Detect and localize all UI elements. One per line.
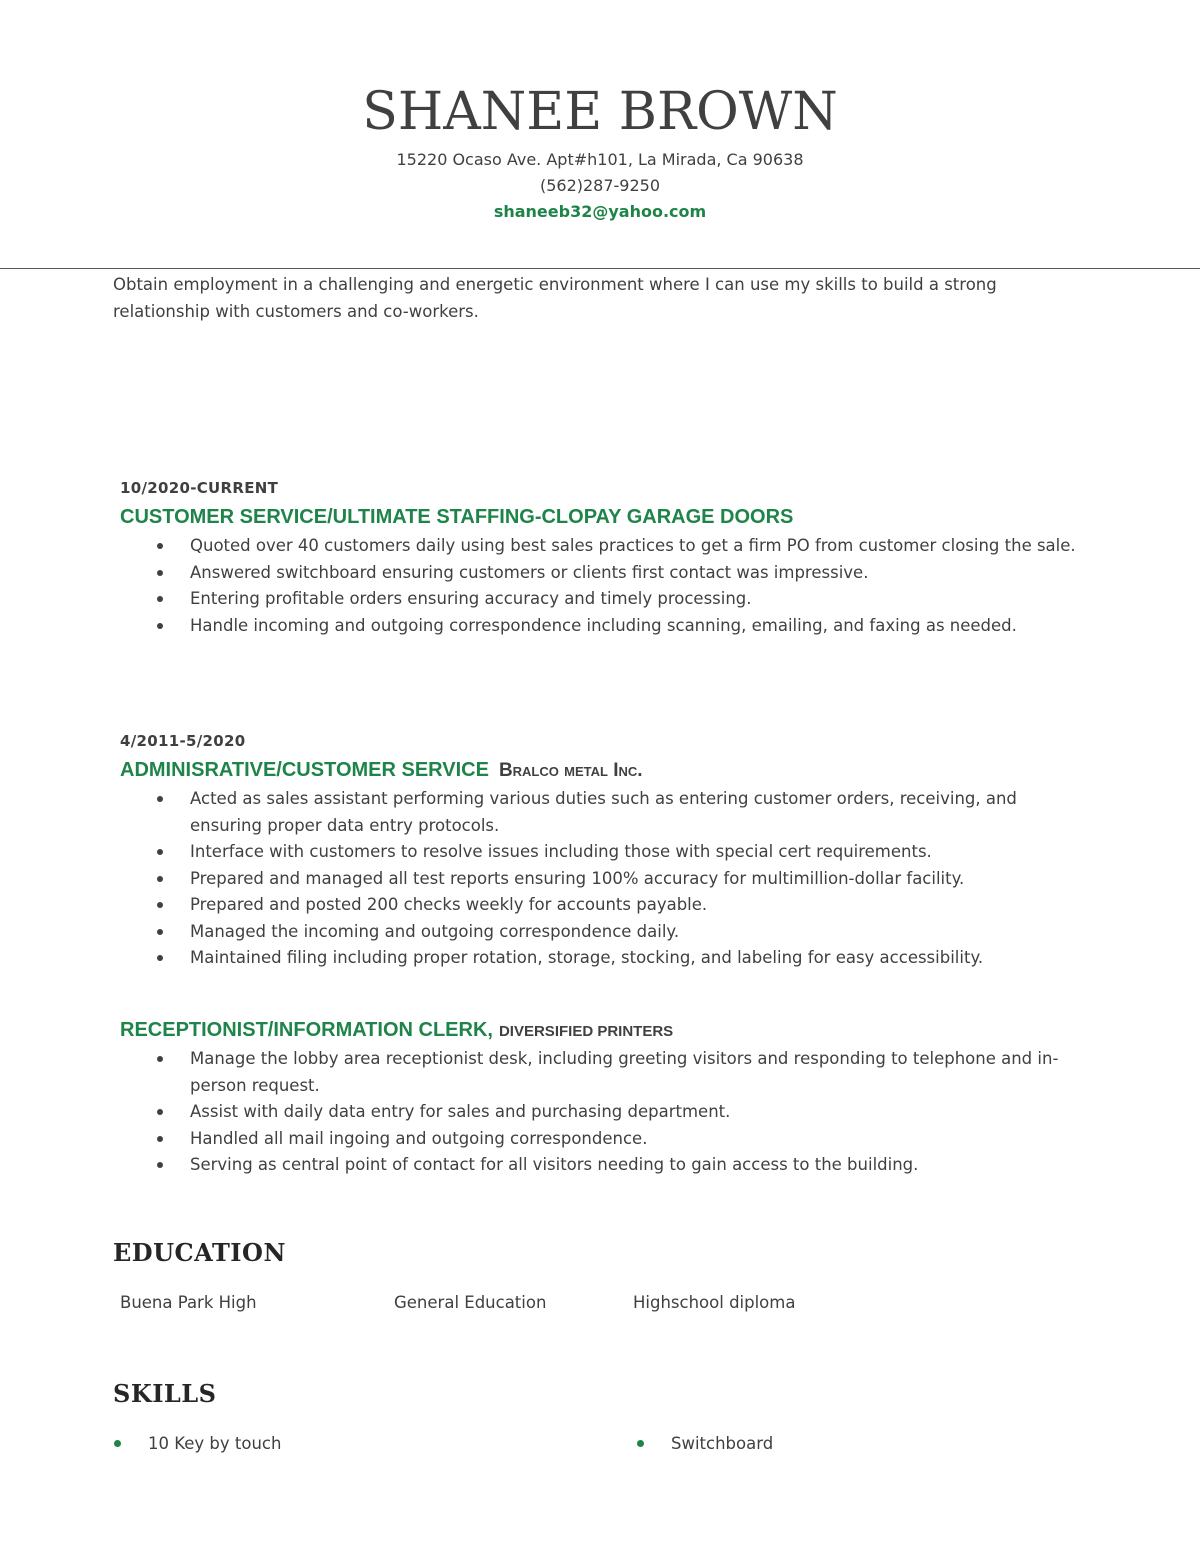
- skill-item: 10 Key by touch: [148, 1434, 281, 1453]
- list-item: Handled all mail ingoing and outgoing correspondence.: [120, 1126, 1080, 1153]
- job-entry: [120, 1014, 1080, 1179]
- job-title: [120, 1014, 1080, 1046]
- bullet-icon: [637, 1440, 644, 1447]
- bullet-icon: [157, 543, 163, 549]
- bullet-icon: [157, 929, 163, 935]
- bullet-icon: [157, 849, 163, 855]
- bullet-icon: [157, 596, 163, 602]
- bullet-icon: [157, 1109, 163, 1115]
- job-entry: [120, 475, 1080, 639]
- job-title-text: CUSTOMER SERVICE/ULTIMATE STAFFING-CLOPAY GARAGE DOORS: [120, 506, 794, 528]
- bullet-icon: [157, 876, 163, 882]
- list-item: Interface with customers to resolve issues including those with special cert requirements.: [120, 839, 1080, 866]
- bullet-icon: [157, 1136, 163, 1142]
- job-entry: [120, 728, 1080, 972]
- job-duties-list: [120, 786, 1080, 972]
- education-degree: Highschool diploma: [633, 1293, 796, 1312]
- list-item: Assist with daily data entry for sales and purchasing department.: [120, 1099, 1080, 1126]
- job-title: [120, 754, 1080, 786]
- resume-name: SHANEE BROWN: [362, 82, 838, 142]
- bullet-icon: [157, 1056, 163, 1062]
- list-item: Answered switchboard ensuring customers or clients first contact was impressive.: [120, 560, 1080, 587]
- bullet-icon: [114, 1440, 121, 1447]
- job-title: [120, 501, 1080, 533]
- bullet-icon: [157, 623, 163, 629]
- list-item: Maintained filing including proper rotation, storage, stocking, and labeling for easy accessibility.: [120, 945, 1080, 972]
- bullet-icon: [157, 902, 163, 908]
- school-name: Buena Park High: [120, 1293, 257, 1312]
- list-item: Quoted over 40 customers daily using best sales practices to get a firm PO from customer closing the sale.: [120, 533, 1080, 560]
- education-heading: EDUCATION: [113, 1238, 286, 1267]
- list-item: Prepared and managed all test reports ensuring 100% accuracy for multimillion-dollar facility.: [120, 866, 1080, 893]
- company-name: DIVERSIFIED PRINTERS: [498, 1023, 674, 1040]
- bullet-icon: [157, 570, 163, 576]
- list-item: Serving as central point of contact for all visitors needing to gain access to the building.: [120, 1152, 1080, 1179]
- job-title-text: RECEPTIONIST/INFORMATION CLERK,: [120, 1019, 493, 1041]
- bullet-icon: [157, 796, 163, 802]
- objective-text: Obtain employment in a challenging and energetic environment where I can use my skills to build a strong relationship with customers and co-workers.: [113, 275, 997, 321]
- list-item: Entering profitable orders ensuring accuracy and timely processing.: [120, 586, 1080, 613]
- address: 15220 Ocaso Ave. Apt#h101, La Mirada, Ca 90638: [396, 150, 804, 169]
- job-title-text: ADMINISRATIVE/CUSTOMER SERVICE: [120, 759, 489, 781]
- header-divider: [0, 268, 1200, 269]
- list-item: Prepared and posted 200 checks weekly for accounts payable.: [120, 892, 1080, 919]
- bullet-icon: [157, 1162, 163, 1168]
- job-duties-list: [120, 1046, 1080, 1179]
- education-field: General Education: [394, 1293, 547, 1312]
- skill-item: Switchboard: [671, 1434, 773, 1453]
- list-item: Acted as sales assistant performing various duties such as entering customer orders, receiving, and ensuring proper data entry protocols.: [120, 786, 1080, 839]
- job-dates: 4/2011-5/2020: [120, 732, 246, 750]
- bullet-icon: [157, 955, 163, 961]
- job-dates: 10/2020-CURRENT: [120, 479, 279, 497]
- list-item: Managed the incoming and outgoing correspondence daily.: [120, 919, 1080, 946]
- list-item: Handle incoming and outgoing correspondence including scanning, emailing, and faxing as needed.: [120, 613, 1080, 640]
- job-duties-list: [120, 533, 1080, 639]
- skills-heading: SKILLS: [113, 1379, 217, 1408]
- email-link[interactable]: shaneeb32@yahoo.com: [493, 202, 707, 221]
- company-name: Bralco metal Inc.: [498, 760, 643, 781]
- phone-number: (562)287-9250: [539, 176, 661, 195]
- list-item: Manage the lobby area receptionist desk, including greeting visitors and responding to telephone and in-person request.: [120, 1046, 1080, 1099]
